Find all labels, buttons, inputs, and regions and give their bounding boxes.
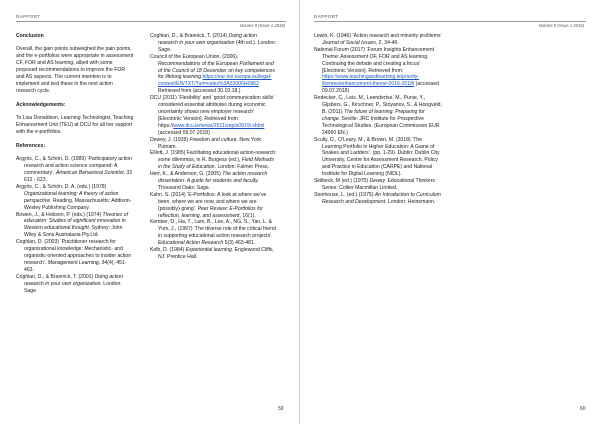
right-page xyxy=(300,0,600,424)
reference-text: , 2, 34-46. xyxy=(375,39,399,46)
reference-text: Lewin, K. (1946) ‘Action research and minority problems’ xyxy=(314,33,442,39)
reference-entry xyxy=(150,33,278,54)
reference-text: London: Sage. xyxy=(24,280,122,294)
reference-title: Management Learning xyxy=(47,259,99,266)
reference-entry xyxy=(16,156,134,184)
reference-text: , 32 612 - 623. xyxy=(24,170,133,183)
reference-text: London: Heinemann. xyxy=(386,198,436,205)
reference-entry xyxy=(150,95,278,136)
right-column xyxy=(150,33,278,261)
running-head: RAPPORT xyxy=(314,14,339,19)
reference-text: London: Falmer Press. xyxy=(216,164,270,171)
reference-entry xyxy=(314,178,442,192)
reference-link[interactable]: https://www.teachingandlearning.ie/priority-themes/enhancement-theme-2016-2018/ xyxy=(322,74,420,88)
reference-text: Coghlan, D., & Brannick, T. (2014) xyxy=(150,33,229,39)
reference-text: Herr, K., & Anderson, G. (2005) xyxy=(150,171,223,178)
reference-title: Theories of education: Studies of significant innovation in Western educational thought. xyxy=(24,211,129,232)
reference-entry xyxy=(314,192,442,206)
header-rule xyxy=(16,21,286,22)
reference-text: Skilbeck, M (ed.) (1970) xyxy=(314,178,370,185)
reference-entry xyxy=(150,219,278,247)
references-heading: References: xyxy=(16,142,46,149)
reference-text: Council of the European Union. (2006). xyxy=(150,53,239,60)
reference-title: Freedom and culture. xyxy=(189,136,238,143)
issue-label: Volume 9 (Issue 1 2018) xyxy=(538,23,584,28)
reference-entry xyxy=(150,192,278,220)
reference-entry xyxy=(16,184,134,212)
reference-list xyxy=(314,33,442,206)
reference-entry xyxy=(16,274,134,295)
reference-entry xyxy=(16,239,134,274)
reference-list xyxy=(150,33,278,261)
reference-text: Bowen, J., & Hobson, P. (eds.) (1974) xyxy=(16,211,103,218)
reference-text: Kolb, D. (1984) xyxy=(150,247,186,254)
reference-text: Stenhouse, L. (ed.) (1975) xyxy=(314,191,375,198)
conclusion-text: Overall, the gain points outweighed the pain points, and the e-portfolios were appropriate in assessment CF, FOR and AS learning, albeit with some proposed recommendations to improve the FOR and AS aspects. The current intention is to implement and test these in the next action research cycle. xyxy=(16,46,134,94)
reference-entry xyxy=(150,137,278,151)
reference-text: (4th ed.). London: Sage. xyxy=(158,39,277,53)
reference-text: Retrieved from xyxy=(158,88,193,95)
reference-text: Kahn, S. (2014) ‘E-Portfolios: A look at where we’ve been, where we are now, and where we are (possibly) going’. xyxy=(150,191,267,212)
reference-text: Argyris, C., & Schön, D. (1989) ‘Participatory action research and action science compared: A commentary’. xyxy=(16,156,132,177)
reference-title: Organizational learning: A theory of action perspective. xyxy=(24,190,119,204)
reference-title: Educational Action Research xyxy=(158,240,224,247)
page-number: 59 xyxy=(278,406,284,412)
page-number: 60 xyxy=(580,406,586,412)
reference-entry xyxy=(314,137,442,178)
reference-text: (accessed 09.07.2018) xyxy=(158,129,210,136)
reference-text: Educational Thinkers Series: Collier Macmillan Limited. xyxy=(322,178,435,191)
reference-entry xyxy=(314,47,442,95)
reference-text: Seville: JRC Institute for Prospective Technological Studies. (European Commission EUR 24960 EN.) xyxy=(322,115,440,136)
acknowledgements-heading: Acknowledgements: xyxy=(16,101,66,108)
reference-text: , 34(4), 451-463. xyxy=(24,259,127,273)
reference-title: Doing action research in your own organization. xyxy=(24,273,123,287)
reference-text: Englewood Cliffs, NJ: Prentice Hall. xyxy=(158,247,274,260)
reference-text: National Forum (2017) ‘Forum Insights Enhancement Theme: Assessment OF, FOR and AS learning. Continuing the debate and creating a focus’ [Electronic Version]. Retrieved from: xyxy=(314,46,435,74)
reference-text: New York: Putnam. xyxy=(158,136,263,150)
reference-text: Kember, D., Ha, T., Lam, B., Lee, A., NG, S., Yan, L. & Yum, J., (1997) ‘The diverse role of the critical friend in supporting educational action research projects’. xyxy=(150,219,276,240)
reference-title: Peer Review: E-Portfolios for reflection, learning, and assessment xyxy=(158,205,264,219)
reference-title: An Introduction to Curriculum Research and Development. xyxy=(322,191,441,205)
reference-text: Coghlan, D., & Brannick, T. (2001) xyxy=(16,273,95,280)
reference-text: 5(3) 463-481. xyxy=(223,240,256,247)
reference-list xyxy=(16,156,134,294)
reference-text: (accessed 09.07.2018) xyxy=(322,81,439,95)
reference-title: Journal of Social Issues xyxy=(322,39,376,46)
reference-title: Experiential learning. xyxy=(185,247,234,254)
acknowledgements-text: To Lisa Donaldson, Learning Technologist, Teaching Enhancement Unit (TEU) at DCU for all her support with the e-portfolios. xyxy=(16,115,134,135)
reference-title: Doing action research in your own organisation xyxy=(158,33,257,46)
reference-link[interactable]: https://eur-lex.europa.eu/legal-content/EN/TXT/?uri=celex%3A32006H0962 xyxy=(158,74,272,88)
issue-label: Volume 9 (Issue 1 2018) xyxy=(239,23,285,28)
running-head: RAPPORT xyxy=(16,14,41,19)
reference-text: Coghlan, D. (2003) ‘Practitioner research for organizational knowledge: Mechanistic- and organistic-oriented approaches to insider action research’. xyxy=(16,239,132,266)
reference-text: (accessed 30.10.18.) xyxy=(192,88,241,95)
reference-text: Dewey, J. (1939) xyxy=(150,136,190,143)
reference-text: Elliott, J. (1985) Facilitating educational action-research: some dilemmas, in R. Burgess (ed.), xyxy=(150,150,277,164)
reference-text: , 16(1). xyxy=(239,212,256,219)
reference-entry xyxy=(150,150,278,171)
reference-title: American Behavioral Scientist xyxy=(56,170,124,177)
left-column xyxy=(314,33,442,206)
reference-entry xyxy=(150,54,278,95)
reference-text: Scully, D., O’Leary, M., & Brown, M. (2018) ‘The Learning Portfolio in Higher Education: A Game of Snakes and Ladders’. (pp. 1-29). Dublin: Dublin City University, Centre for Assessment Research, Policy and Practice in Education (CARPE) and National Institute for Digital Learning (NIDL). xyxy=(314,136,440,178)
reference-link[interactable]: www.dcu.ie/news/2011/sep/s0919i.shtml xyxy=(173,122,265,129)
conclusion-heading: Conclusion xyxy=(16,33,44,39)
reference-text: Argyris, C., & Schön, D. A. (eds.) (1978) xyxy=(16,183,107,190)
reference-title: Dewey. xyxy=(369,178,387,185)
reference-title: Recommendations of the European Parliament and of the Council of 18 December on key competences for lifelong learning. xyxy=(158,60,275,81)
reference-title: The action research dissertation: A guide for students and faculty. xyxy=(158,171,268,185)
reference-text: Thousand Oaks: Sage. xyxy=(158,184,211,191)
reference-entry xyxy=(314,33,442,47)
reference-title: Field Methods in the Study of Education. xyxy=(158,157,274,171)
reference-text: DCU (2011) ‘Flexibility’ and ‘good communication skills’ considered essential attributes during economic uncertainty shows new employer research’ [Electronic Version]. Retrieved from https:// xyxy=(150,95,275,129)
reference-entry xyxy=(314,95,442,136)
reference-text: Reading, Massachusetts: Addison-Wesley Publishing Company. xyxy=(24,197,132,211)
reference-text: Sydney: John Wiley & Sons Australasia Pty.Ltd. xyxy=(24,225,123,239)
header-rule xyxy=(314,21,586,22)
reference-entry xyxy=(16,212,134,240)
reference-entry xyxy=(150,171,278,192)
reference-title: The future of learning: Preparing for change. xyxy=(322,108,425,122)
left-column xyxy=(16,33,134,294)
reference-text: Redecker, C., Leis, M., Leendertse, M., Punie, Y., Gijsbers, G., Kirschner, P., Stoyanov, S., & Hoogveld, B. (2011) xyxy=(314,95,442,115)
reference-entry xyxy=(150,247,278,261)
